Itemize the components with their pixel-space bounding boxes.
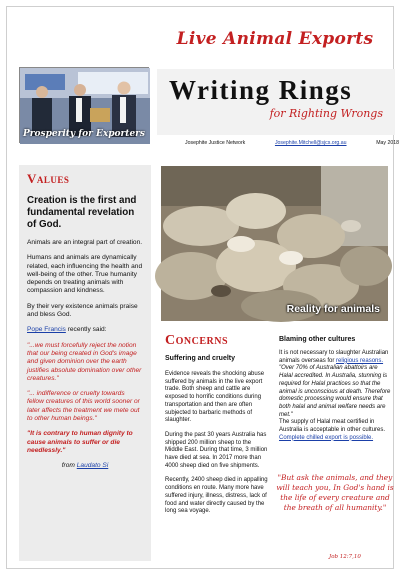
scripture-quote: "But ask the animals, and they will teach you, In God's hand is the life of every creature and the breath of all humanity." [276,473,394,512]
masthead [157,69,395,135]
concerns-column [165,333,269,523]
email-link[interactable]: Josephite.Mitchell@sjcs.org.au [274,140,347,146]
header-title: Live Animal Exports [176,29,374,49]
blaming-paragraph [279,350,391,365]
blaming-text: It is not necessary to slaughter Australian animals overseas for [279,350,389,364]
newsletter-page [6,6,399,569]
pope-said-text: recently said: [65,326,107,334]
concerns-paragraph: Evidence reveals the shocking abuse suffered by animals in the live export trade. Both sheep and cattle are exposed to horrific conditions during transportation and then are often subjected to barbaric methods of slaughter. [165,371,265,424]
pope-francis-link[interactable]: Pope Francis [27,326,66,334]
values-lead: Creation is the first and fundamental revelation of God. [27,195,137,230]
concerns-paragraph: During the past 30 years Australia has shipped 200 million sheep to the Middle East. During that time, 3 million have died at sea. In 2017 more than 4000 sheep died on five shipments. [165,431,268,469]
masthead-title: Writing Rings [169,75,353,105]
pope-quote: "...we must forcefully reject the notion that our being created in God's image and given dominion over the earth justifies absolute domination over other creatures." [27,341,142,382]
info-line [185,140,399,146]
issue-date: May 2018 [376,140,399,146]
sheep-photo-image [161,166,388,321]
concerns-paragraph: Recently, 2400 sheep died in appalling conditions en route. Many more have suffered injury, illness, distress, lack of food and water directly caused by the long sea voyage. [165,477,268,515]
masthead-subtitle: for Righting Wrongs [269,107,383,120]
quote-source [27,462,143,469]
photo-label: Reality for animals [286,303,380,315]
from-label: from [61,462,77,470]
blaming-heading: Blaming other cultures [279,336,356,343]
laudato-si-link[interactable]: Laudato Si [76,462,109,470]
photo-caption: Prosperity for Exporters [23,129,145,139]
suffering-heading: Suffering and cruelty [165,355,236,362]
concerns-heading: Concerns [165,333,229,348]
pope-quote: "It is contrary to human dignity to cause animals to suffer or die needlessly." [27,430,133,454]
blaming-paragraph [279,419,391,442]
main-photo [161,166,388,321]
scripture-reference: Job 12:7,10 [329,554,361,560]
blaming-column [279,336,391,449]
values-paragraph: By their very existence animals praise and bless God. [27,302,138,319]
pope-quote: "... indifference or cruelty towards fellow creatures of this world sooner or later affects the treatment we mete out to other human beings." [27,390,140,423]
values-paragraph: Animals are an integral part of creation. [27,239,143,246]
values-sidebar [19,165,151,561]
network-name: Josephite Justice Network [185,140,246,146]
values-heading: Values [27,171,70,186]
religious-reasons-link[interactable]: religious reasons. [336,357,384,364]
halal-quote: "Over 70% of Australian abattoirs are Halal accredited. In Australia, stunning is required for Halal practices so that the animal is unconscious at death. Therefore domestic processing would ensure that both halal and animal welfare needs are met." [279,365,391,418]
chilled-export-link[interactable]: Complete chilled export is possible. [279,434,374,441]
values-paragraph: Humans and animals are dynamically related, each influencing the health and well-being of the other. True humanity depends on treating animals with compassion and kindness. [27,254,143,295]
pope-intro [27,326,143,334]
halal-supply-text: The supply of Halal meat certified in Australia is acceptable in other cultures. [279,419,386,434]
header-photo [19,67,149,143]
